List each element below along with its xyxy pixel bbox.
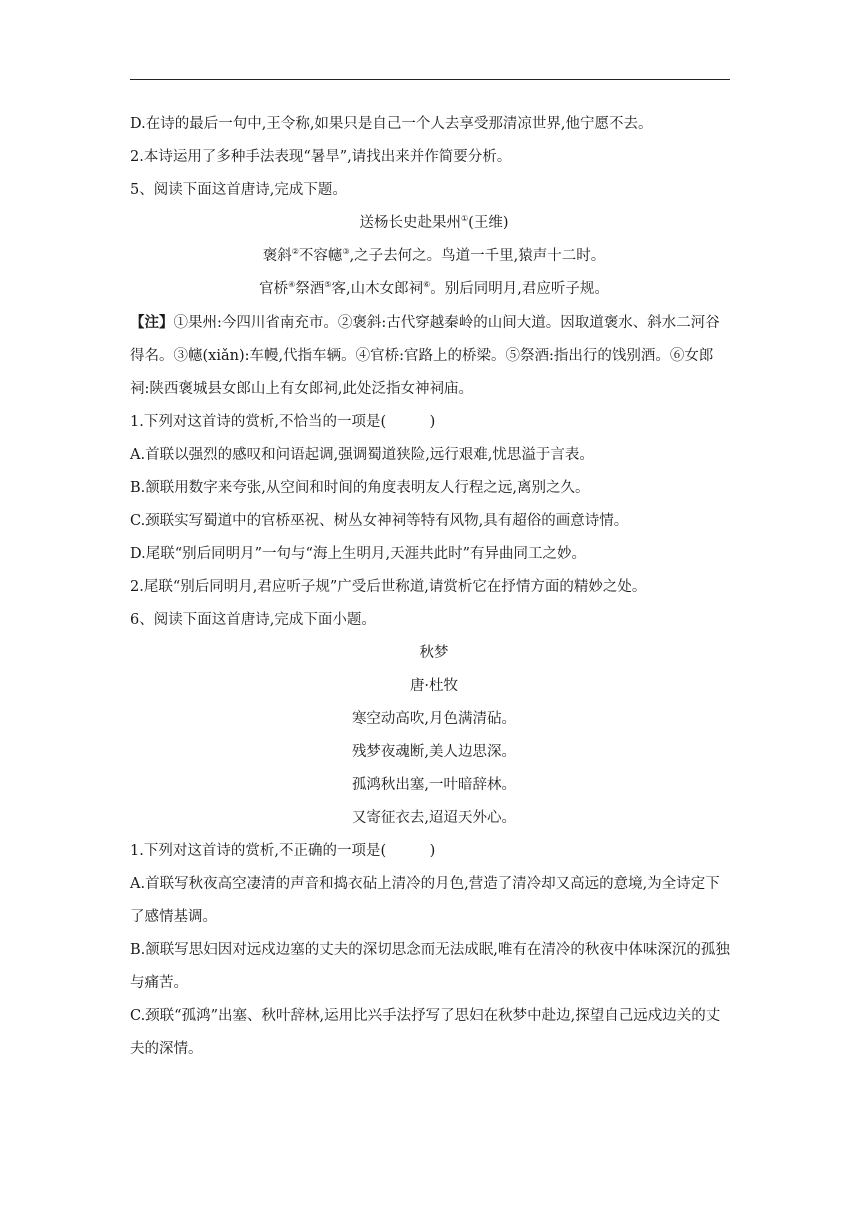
poem-title-text: 送杨长史赴果州 (359, 215, 461, 231)
footnote-mark: ① (461, 214, 469, 223)
q5-intro: 5、阅读下面这首唐诗,完成下题。 (130, 182, 347, 198)
q5-option-d: D.尾联“别后同明月”一句与“海上生明月,天涯共此时”有异曲同工之妙。 (130, 546, 586, 562)
q6-poem-author: 唐·杜牧 (409, 678, 459, 694)
q5-option-c: C.颈联实写蜀道中的官桥巫祝、树丛女神祠等特有风物,具有超俗的画意诗情。 (130, 513, 629, 529)
poem-text: 褒斜 (262, 248, 292, 264)
poem-text: 祭酒 (295, 281, 325, 297)
poem-text: 不容幰 (298, 248, 343, 264)
q6-poem-title: 秋梦 (419, 645, 449, 661)
q6-poem-line: 寒空动高吹,月色满清砧。 (351, 711, 517, 727)
footnote-mark: ⑥ (423, 280, 431, 289)
poem-text: 。别后同明月,君应听子规。 (430, 281, 609, 297)
q6-poem-line: 又寄征衣去,迢迢天外心。 (351, 810, 517, 826)
note-label: 【注】 (130, 314, 174, 331)
poem-author: (王维) (468, 215, 509, 231)
note-text: ①果州:今四川省南充市。②褒斜:古代穿越秦岭的山间大道。因取道褒水、斜水二河谷得名。③幰(xiǎn):车幔,代指车辆。④官桥:官路上的桥梁。⑤祭酒:指出行的饯别酒。⑥女郎祠:陕西褒城县女郎山上有女郎祠,此处泛指女神祠庙。 (130, 315, 720, 397)
q5-poem-title (130, 207, 730, 240)
page-content (130, 108, 730, 1066)
poem-text: 客,山木女郎祠 (331, 281, 424, 297)
footnote-mark: ③ (342, 247, 350, 256)
q5-question-2: 2.尾联“别后同明月,君应听子规”广受后世称道,请赏析它在抒情方面的精妙之处。 (130, 579, 647, 595)
q5-poem-line-1 (130, 240, 730, 273)
q5-poem-line-2 (130, 273, 730, 306)
question-2-prev: 2.本诗运用了多种手法表现“暑旱”,请找出来并作简要分析。 (130, 149, 512, 165)
footnote-mark: ④ (288, 280, 296, 289)
q6-option-b: B.颔联写思妇因对远戍边塞的丈夫的深切思念而无法成眠,唯有在清冷的秋夜中体味深沉的孤独与痛苦。 (130, 942, 730, 991)
q6-poem-line: 残梦夜魂断,美人边思深。 (351, 744, 517, 760)
q6-question-1: 1.下列对这首诗的赏析,不正确的一项是( ) (130, 843, 436, 859)
poem-text: 官桥 (259, 281, 289, 297)
q5-question-1: 1.下列对这首诗的赏析,不恰当的一项是( ) (130, 414, 436, 430)
q6-option-c: C.颈联“孤鸿”出塞、秋叶辞林,运用比兴手法抒写了思妇在秋梦中赴边,探望自己远戍边关的丈夫的深情。 (130, 1008, 721, 1057)
poem-text: ,之子去何之。鸟道一千里,猿声十二时。 (349, 248, 606, 264)
q5-notes (130, 306, 730, 406)
q6-poem-line: 孤鸿秋出塞,一叶暗辞林。 (351, 777, 517, 793)
footnote-mark: ② (291, 247, 299, 256)
q6-intro: 6、阅读下面这首唐诗,完成下面小题。 (130, 612, 376, 628)
q5-option-b: B.颔联用数字来夸张,从空间和时间的角度表明友人行程之远,离别之久。 (130, 480, 590, 496)
q5-option-a: A.首联以强烈的感叹和问语起调,强调蜀道狭险,远行艰难,忧思溢于言表。 (130, 447, 594, 463)
footnote-mark: ⑤ (324, 280, 332, 289)
header-rule (130, 79, 730, 80)
q6-option-a: A.首联写秋夜高空凄清的声音和捣衣砧上清冷的月色,营造了清冷却又高远的意境,为全诗定下了感情基调。 (130, 876, 720, 925)
option-d-prev: D.在诗的最后一句中,王令称,如果只是自己一个人去享受那清凉世界,他宁愿不去。 (130, 116, 653, 132)
